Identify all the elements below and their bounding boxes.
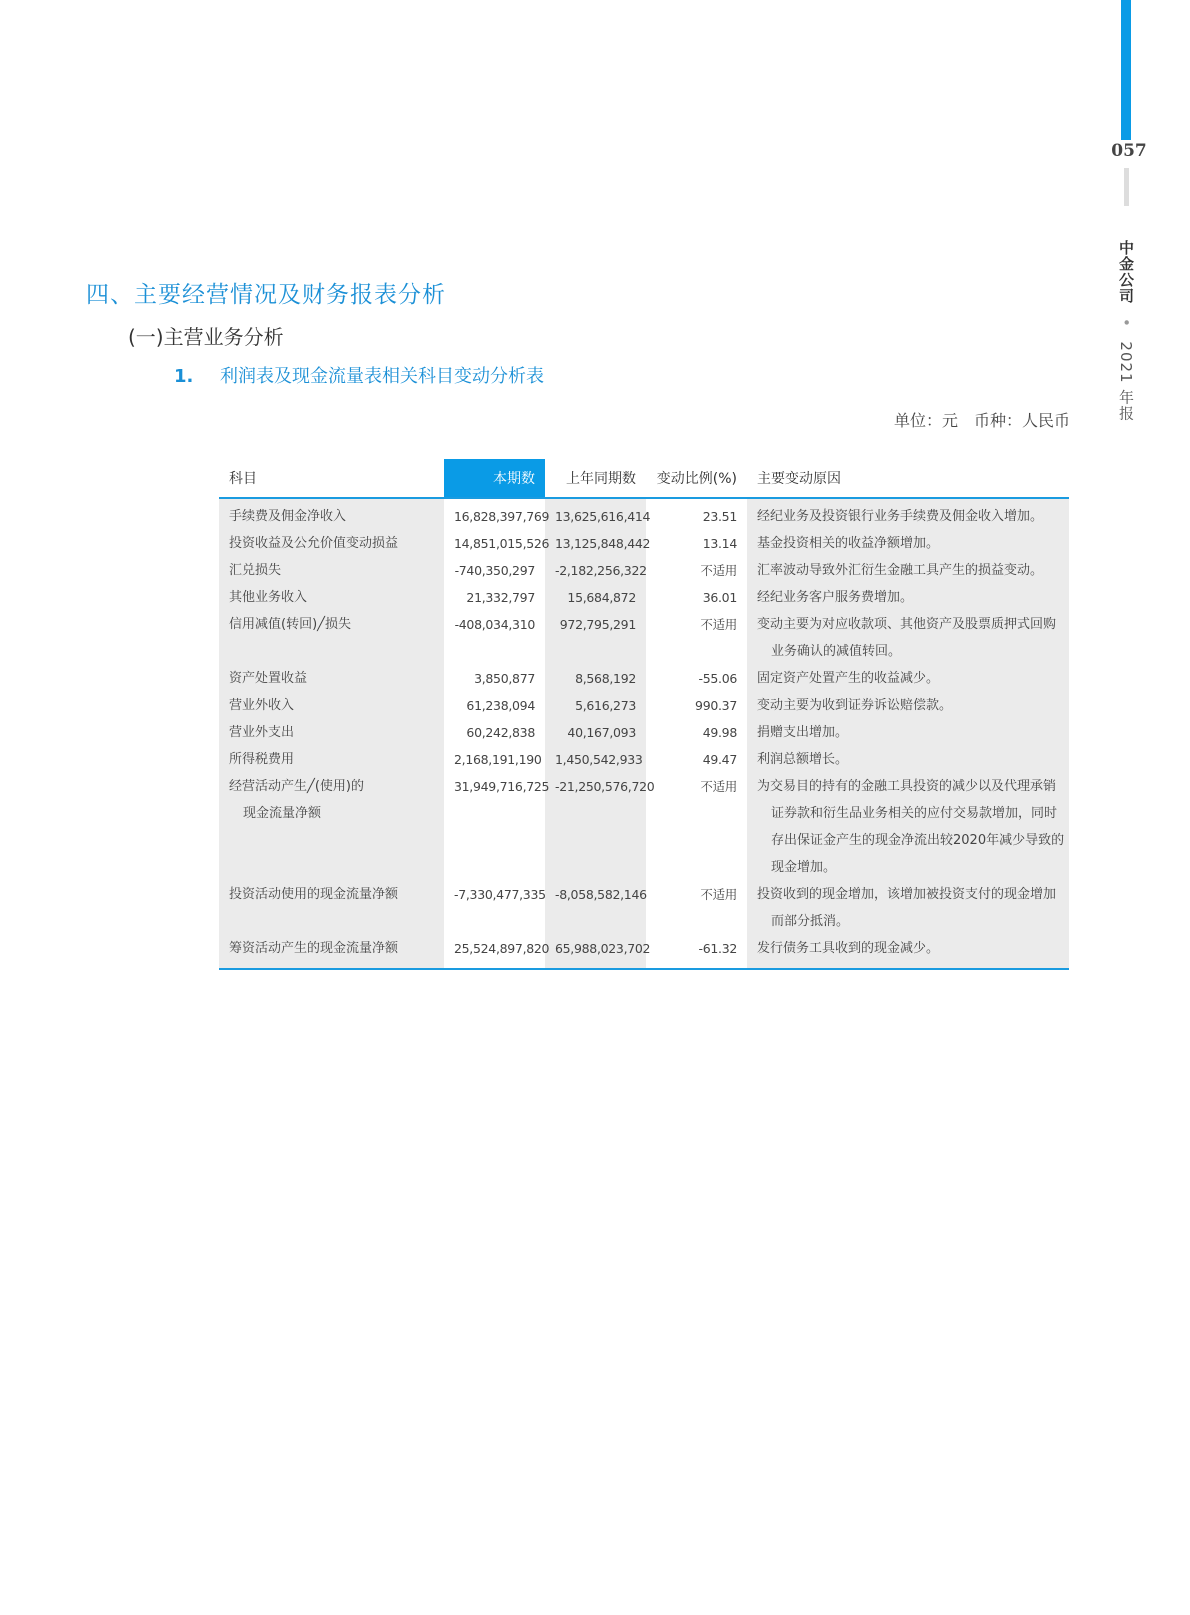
- cell-subject: [219, 746, 444, 773]
- subject-text: 筹资活动产生的现金流量净额: [229, 941, 399, 956]
- cell-main-reason: [747, 773, 1069, 881]
- reason-text: 证券款和衍生品业务相关的应付交易款增加，同时: [771, 806, 1058, 821]
- table-row: [219, 498, 1069, 530]
- cell-subject: [219, 773, 444, 881]
- header-subject: 科目: [219, 459, 444, 498]
- cell-prior-period: 13,625,616,414: [545, 498, 646, 530]
- cell-main-reason: [747, 611, 1069, 665]
- cell-subject: [219, 665, 444, 692]
- cell-prior-period: 15,684,872: [545, 584, 646, 611]
- table-row: [219, 881, 1069, 935]
- subject-text: 营业外支出: [229, 725, 295, 740]
- subsection-heading: (一)主营业务分析: [128, 325, 284, 349]
- reason-text: 经纪业务及投资银行业务手续费及佣金收入增加。: [757, 509, 1044, 524]
- subject-text: 投资活动使用的现金流量净额: [229, 887, 399, 902]
- header-main-reason: 主要变动原因: [747, 459, 1069, 498]
- side-accent-bar: [1121, 0, 1131, 140]
- table-row: [219, 584, 1069, 611]
- cell-prior-period: -2,182,256,322: [545, 557, 646, 584]
- cell-change-ratio: 不适用: [646, 881, 747, 935]
- cell-current-period: 2,168,191,190: [444, 746, 545, 773]
- table-row: [219, 935, 1069, 969]
- table-heading-number: 1.: [174, 366, 194, 387]
- cell-main-reason: [747, 530, 1069, 557]
- cell-prior-period: 8,568,192: [545, 665, 646, 692]
- cell-main-reason: [747, 935, 1069, 969]
- reason-text: 捐赠支出增加。: [757, 725, 849, 740]
- reason-text: 投资收到的现金增加，该增加被投资支付的现金增加: [757, 887, 1057, 902]
- cell-current-period: 31,949,716,725: [444, 773, 545, 881]
- reason-text: 汇率波动导致外汇衍生金融工具产生的损益变动。: [757, 563, 1044, 578]
- reason-text: 固定资产处置产生的收益减少。: [757, 671, 940, 686]
- cell-main-reason: [747, 498, 1069, 530]
- table-row: [219, 665, 1069, 692]
- table-bottom-rule: [219, 969, 1069, 970]
- reason-text: 利润总额增长。: [757, 752, 849, 767]
- table-row: [219, 692, 1069, 719]
- subject-text: 资产处置收益: [229, 671, 308, 686]
- header-prior-period: 上年同期数: [545, 459, 646, 498]
- section-heading: 四、主要经营情况及财务报表分析: [86, 282, 446, 308]
- cell-change-ratio: 13.14: [646, 530, 747, 557]
- reason-text: 现金增加。: [771, 860, 837, 875]
- reason-text: 经纪业务客户服务费增加。: [757, 590, 914, 605]
- table-row: [219, 611, 1069, 665]
- header-current-period: 本期数: [444, 459, 545, 498]
- table-row: [219, 746, 1069, 773]
- cell-current-period: 25,524,897,820: [444, 935, 545, 969]
- cell-subject: [219, 692, 444, 719]
- cell-prior-period: 1,450,542,933: [545, 746, 646, 773]
- cell-current-period: 16,828,397,769: [444, 498, 545, 530]
- cell-change-ratio: 990.37: [646, 692, 747, 719]
- cell-change-ratio: 不适用: [646, 773, 747, 881]
- cell-current-period: -740,350,297: [444, 557, 545, 584]
- cell-current-period: -7,330,477,335: [444, 881, 545, 935]
- page-number: 057: [1111, 141, 1147, 161]
- reason-text: 而部分抵消。: [771, 914, 850, 929]
- cell-main-reason: [747, 557, 1069, 584]
- cell-change-ratio: 49.47: [646, 746, 747, 773]
- cell-prior-period: 13,125,848,442: [545, 530, 646, 557]
- separator-dot: •: [1117, 317, 1135, 328]
- cell-subject: [219, 584, 444, 611]
- cell-current-period: 60,242,838: [444, 719, 545, 746]
- report-name: 2021 年报: [1117, 341, 1135, 422]
- cell-change-ratio: -55.06: [646, 665, 747, 692]
- subject-text: 投资收益及公允价值变动损益: [229, 536, 399, 551]
- side-divider-bar: [1124, 168, 1129, 206]
- table-row: [219, 773, 1069, 881]
- cell-change-ratio: 不适用: [646, 557, 747, 584]
- cell-main-reason: [747, 584, 1069, 611]
- cell-subject: [219, 935, 444, 969]
- table-heading: [174, 362, 544, 388]
- cell-current-period: -408,034,310: [444, 611, 545, 665]
- subject-text: 经营活动产生╱(使用)的: [229, 779, 364, 794]
- cell-current-period: 61,238,094: [444, 692, 545, 719]
- table-heading-title: 利润表及现金流量表相关科目变动分析表: [220, 366, 544, 387]
- reason-text: 为交易目的持有的金融工具投资的减少以及代理承销: [757, 779, 1057, 794]
- cell-subject: [219, 881, 444, 935]
- subject-text: 所得税费用: [229, 752, 295, 767]
- cell-subject: [219, 530, 444, 557]
- cell-main-reason: [747, 746, 1069, 773]
- cell-main-reason: [747, 719, 1069, 746]
- cell-prior-period: -8,058,582,146: [545, 881, 646, 935]
- table-row: [219, 719, 1069, 746]
- subject-text: 信用减值(转回)╱损失: [229, 617, 351, 632]
- company-name: 中金公司: [1117, 240, 1135, 304]
- subject-text: 其他业务收入: [229, 590, 308, 605]
- table-row: [219, 557, 1069, 584]
- cell-change-ratio: 23.51: [646, 498, 747, 530]
- subject-text: 手续费及佣金净收入: [229, 509, 347, 524]
- reason-text: 变动主要为收到证券诉讼赔偿款。: [757, 698, 953, 713]
- header-change-ratio: 变动比例(%): [646, 459, 747, 498]
- cell-current-period: 21,332,797: [444, 584, 545, 611]
- cell-prior-period: 65,988,023,702: [545, 935, 646, 969]
- reason-text: 基金投资相关的收益净额增加。: [757, 536, 940, 551]
- cell-current-period: 3,850,877: [444, 665, 545, 692]
- cell-change-ratio: -61.32: [646, 935, 747, 969]
- reason-text: 业务确认的减值转回。: [771, 644, 902, 659]
- reason-text: 变动主要为对应收款项、其他资产及股票质押式回购: [757, 617, 1057, 632]
- table-row: [219, 530, 1069, 557]
- cell-main-reason: [747, 665, 1069, 692]
- cell-subject: [219, 557, 444, 584]
- cell-main-reason: [747, 692, 1069, 719]
- cell-change-ratio: 36.01: [646, 584, 747, 611]
- cell-change-ratio: 49.98: [646, 719, 747, 746]
- analysis-table: [219, 459, 1069, 970]
- reason-text: 存出保证金产生的现金净流出较2020年减少导致的: [771, 833, 1065, 848]
- unit-note: 单位：元 币种：人民币: [893, 411, 1070, 430]
- cell-main-reason: [747, 881, 1069, 935]
- cell-prior-period: 972,795,291: [545, 611, 646, 665]
- cell-change-ratio: 不适用: [646, 611, 747, 665]
- cell-prior-period: 40,167,093: [545, 719, 646, 746]
- side-running-header: [1113, 240, 1137, 421]
- subject-text: 营业外收入: [229, 698, 295, 713]
- subject-text: 汇兑损失: [229, 563, 282, 578]
- subject-text: 现金流量净额: [243, 806, 322, 821]
- cell-subject: [219, 719, 444, 746]
- reason-text: 发行债务工具收到的现金减少。: [757, 941, 940, 956]
- cell-subject: [219, 611, 444, 665]
- cell-prior-period: 5,616,273: [545, 692, 646, 719]
- cell-prior-period: -21,250,576,720: [545, 773, 646, 881]
- table-header-row: [219, 459, 1069, 498]
- cell-subject: [219, 498, 444, 530]
- cell-current-period: 14,851,015,526: [444, 530, 545, 557]
